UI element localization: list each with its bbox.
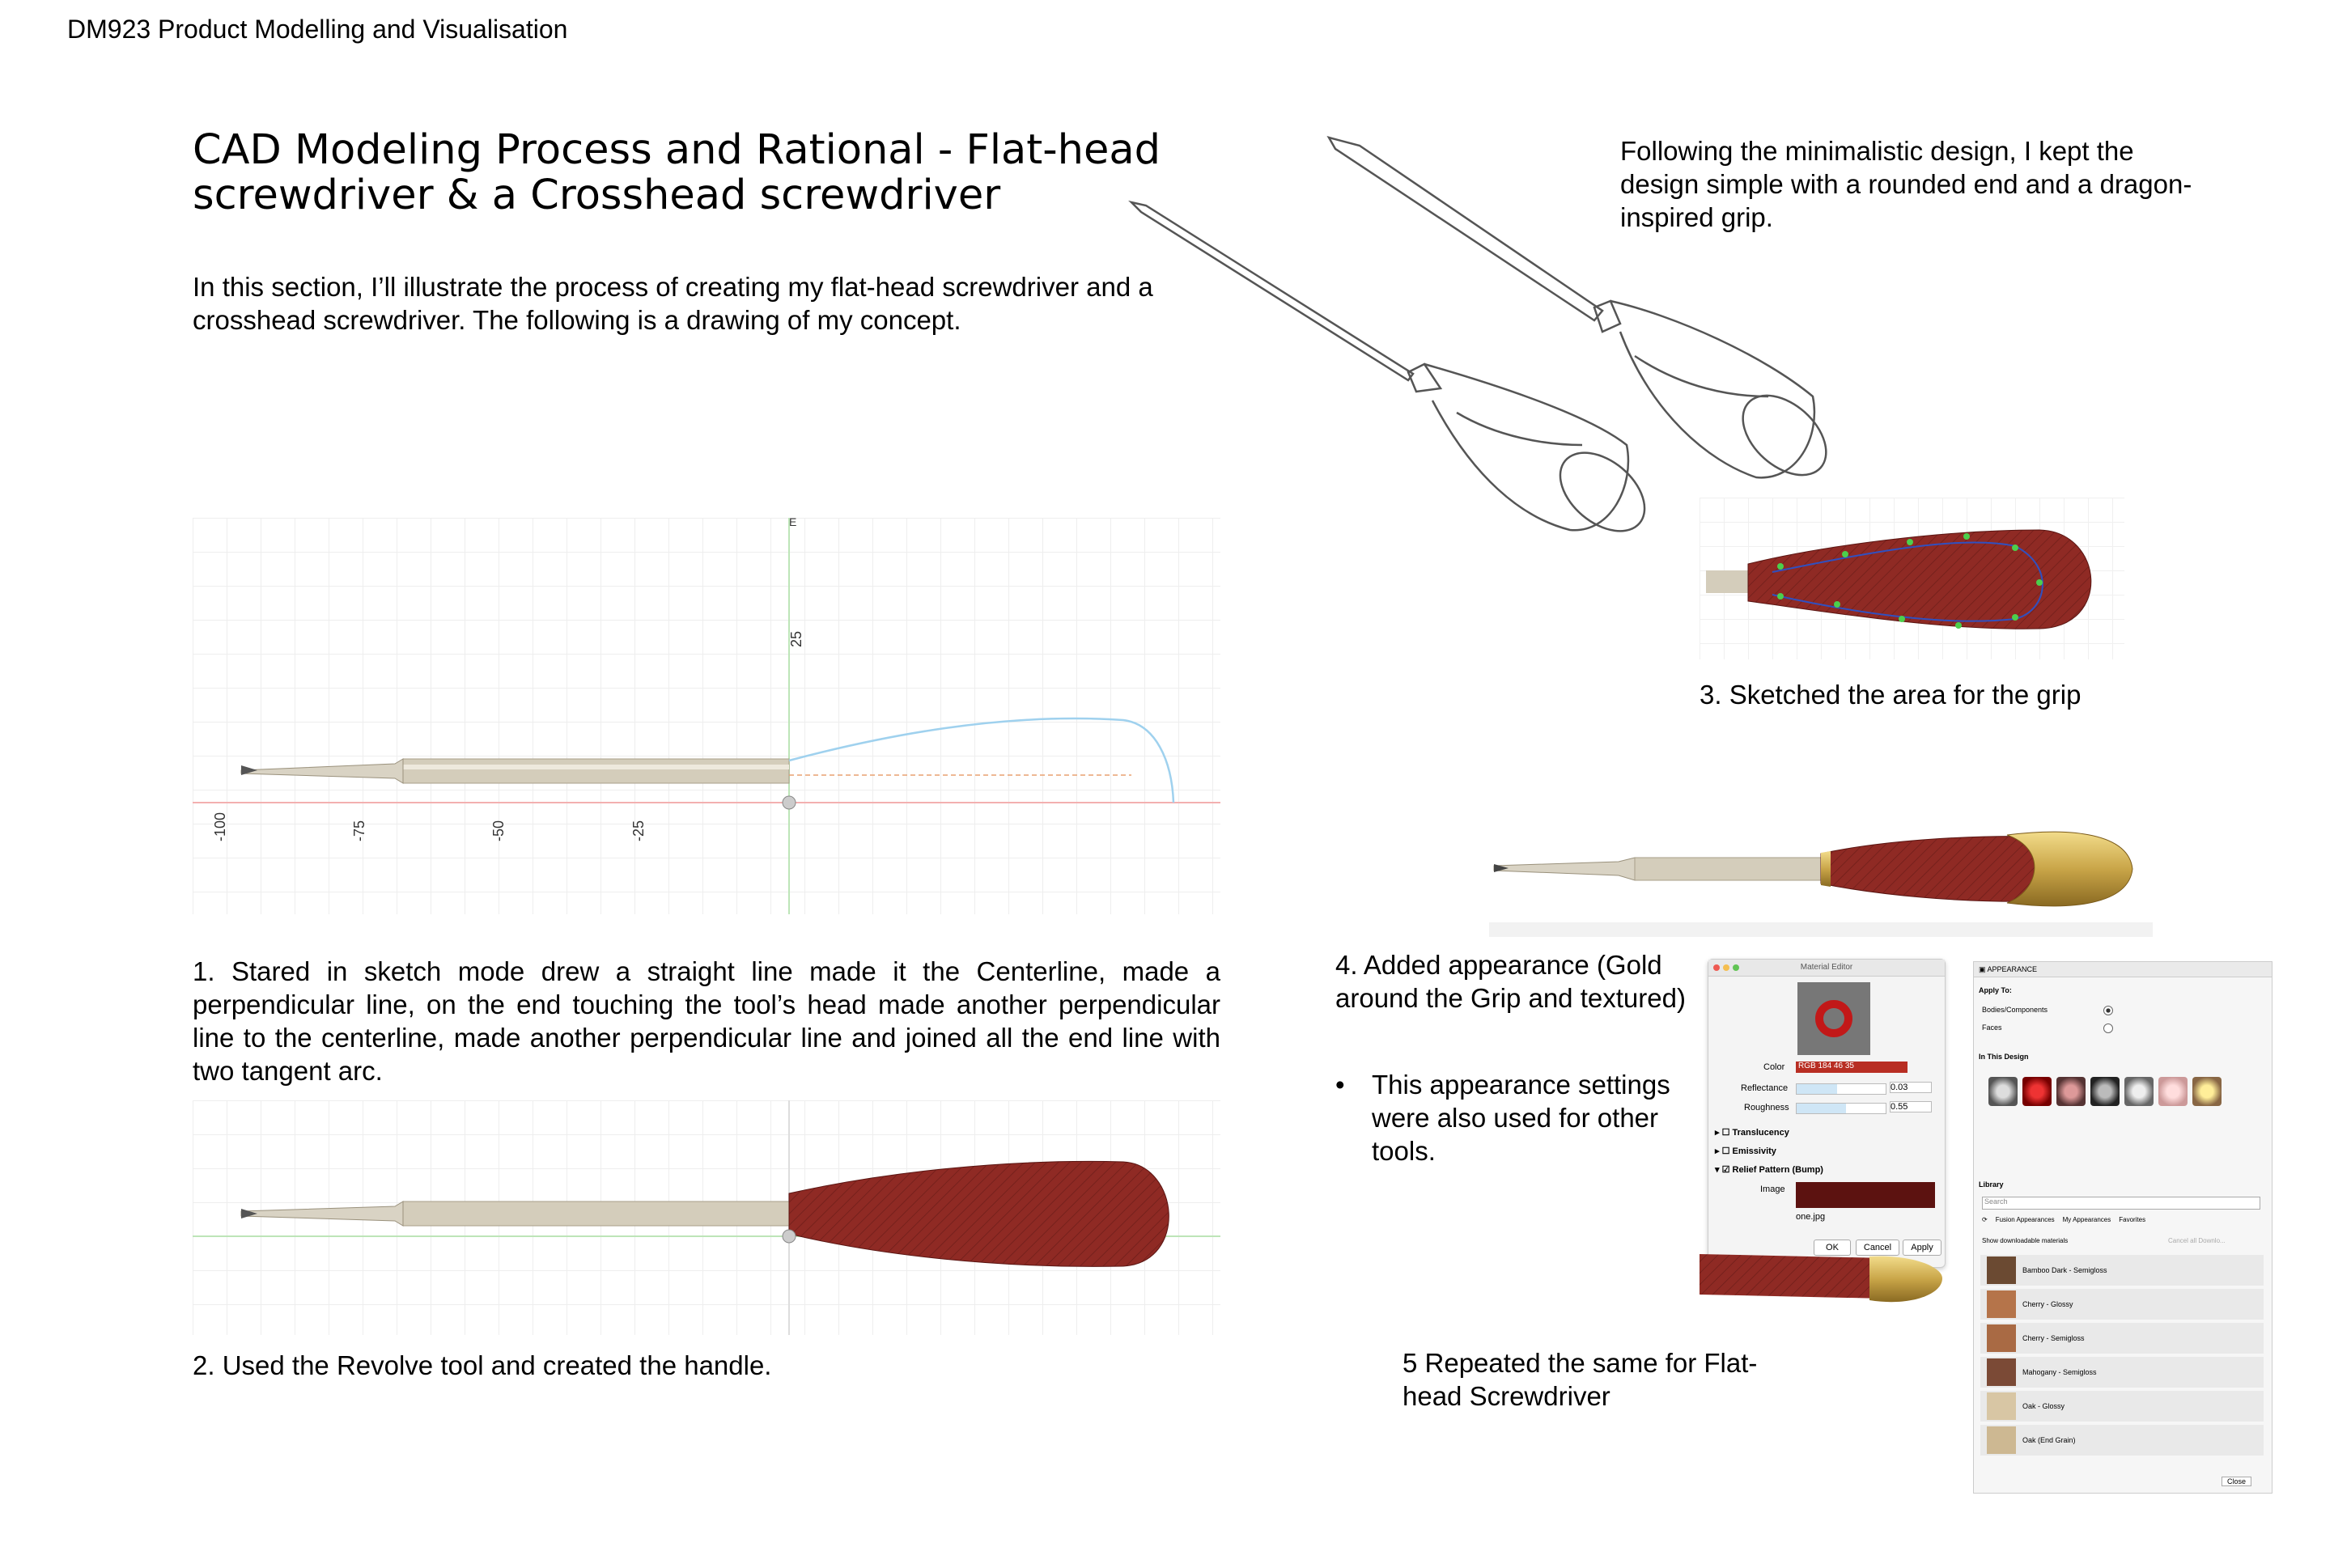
document-header: DM923 Product Modelling and Visualisation: [67, 15, 568, 44]
swatch-red-icon[interactable]: [2022, 1077, 2052, 1106]
grip-sketch-image: [1700, 498, 2124, 659]
appearance-title: APPEARANCE: [1987, 965, 2038, 973]
color-label: Color: [1763, 1062, 1785, 1072]
rendered-crosshead-screwdriver: [1489, 817, 2153, 939]
faces-option-label: Faces: [1982, 1023, 2002, 1032]
cancel-downloads-link[interactable]: Cancel all Downlo...: [2168, 1237, 2226, 1244]
axis-tick-minus75: -75: [351, 820, 367, 841]
swatch-pink-icon[interactable]: [2158, 1077, 2188, 1106]
axis-tick-minus100: -100: [212, 812, 228, 841]
show-downloadable-label[interactable]: Show downloadable materials: [1982, 1237, 2069, 1244]
emissivity-section[interactable]: ▸ ☐ Emissivity: [1715, 1146, 1776, 1156]
axis-top-label: E: [789, 518, 797, 528]
refresh-icon[interactable]: ⟳: [1982, 1216, 1988, 1223]
step-4-bullet: • This appearance settings were also used for other tools.: [1335, 1070, 1670, 1166]
relief-section[interactable]: ▾ ☑ Relief Pattern (Bump): [1715, 1165, 1823, 1175]
ok-button[interactable]: OK: [1814, 1240, 1851, 1256]
list-item[interactable]: Cherry - Glossy: [1980, 1289, 2264, 1320]
list-item[interactable]: Bamboo Dark - Semigloss: [1980, 1255, 2264, 1286]
design-appearance-swatches: [1988, 1077, 2222, 1106]
swatch-steel-icon[interactable]: [2124, 1077, 2154, 1106]
tab-my-appearances[interactable]: My Appearances: [2062, 1216, 2111, 1223]
close-button[interactable]: Close: [2222, 1477, 2251, 1486]
rendered-handle-crop: [1700, 1250, 1942, 1315]
list-item[interactable]: Oak - Glossy: [1980, 1391, 2264, 1422]
list-item[interactable]: Cherry - Semigloss: [1980, 1323, 2264, 1354]
axis-tick-minus25: -25: [630, 820, 647, 841]
image-filename: one.jpg: [1796, 1212, 1826, 1222]
color-swatch[interactable]: RGB 184 46 35: [1796, 1062, 1908, 1073]
in-design-label: In This Design: [1979, 1053, 2029, 1061]
design-rationale: Following the minimalistic design, I kept the design simple with a rounded end and a dragon-inspired grip.: [1620, 136, 2192, 232]
swatch-copper-icon[interactable]: [2056, 1077, 2086, 1106]
material-list: [1980, 1255, 2264, 1459]
tab-fusion-appearances[interactable]: Fusion Appearances: [1995, 1216, 2055, 1223]
sketch-mode-image: [193, 518, 1220, 914]
intro-paragraph: In this section, I’ll illustrate the process of creating my flat-head screwdriver and a crosshead screwdriver. The following is a drawing of my concept.: [193, 272, 1153, 335]
revolve-result-image: [193, 1100, 1220, 1335]
axis-tick-minus50: -50: [490, 820, 507, 841]
reflectance-value[interactable]: 0.03: [1890, 1082, 1932, 1093]
step-5-text: 5 Repeated the same for Flat-head Screwdriver: [1403, 1348, 1758, 1411]
step-1-text: 1. Stared in sketch mode drew a straight line made it the Centerline, made a perpendicular line, on the end touching the tool’s head made another perpendicular line to the centerline, made another perpendicular line and joined all the end line with two tangent arc.: [193, 956, 1220, 1086]
concept-sketch: [1117, 121, 1845, 558]
swatch-gold-icon[interactable]: [2192, 1077, 2222, 1106]
image-label: Image: [1760, 1184, 1785, 1194]
page-title: CAD Modeling Process and Rational - Flat-head screwdriver & a Crosshead screwdriver: [193, 126, 1161, 219]
step-2-text: 2. Used the Revolve tool and created the handle.: [193, 1350, 772, 1380]
cancel-button[interactable]: Cancel: [1856, 1240, 1899, 1256]
roughness-value[interactable]: 0.55: [1890, 1101, 1932, 1112]
tab-favorites[interactable]: Favorites: [2119, 1216, 2146, 1223]
material-editor-title: Material Editor: [1800, 963, 1853, 972]
roughness-slider[interactable]: [1796, 1103, 1886, 1114]
library-search-input[interactable]: Search: [1982, 1197, 2260, 1210]
reflectance-label: Reflectance: [1741, 1083, 1789, 1093]
list-item[interactable]: Mahogany - Semigloss: [1980, 1357, 2264, 1388]
apply-to-label: Apply To:: [1979, 986, 2012, 994]
swatch-dark-metal-icon[interactable]: [2090, 1077, 2120, 1106]
library-tabs: [1982, 1216, 2257, 1223]
swatch-chrome-icon[interactable]: [1988, 1077, 2018, 1106]
material-editor-window: [1708, 959, 1946, 1268]
material-preview: [1797, 982, 1870, 1055]
relief-image-thumbnail[interactable]: [1796, 1182, 1935, 1208]
translucency-section[interactable]: ▸ ☐ Translucency: [1715, 1128, 1789, 1138]
reflectance-slider[interactable]: [1796, 1083, 1886, 1095]
library-label: Library: [1979, 1180, 2004, 1189]
bodies-option-label: Bodies/Components: [1982, 1006, 2048, 1014]
apply-button[interactable]: Apply: [1903, 1240, 1941, 1256]
faces-radio[interactable]: [2103, 1023, 2113, 1033]
bodies-radio[interactable]: [2103, 1006, 2113, 1015]
list-item[interactable]: Oak (End Grain): [1980, 1425, 2264, 1456]
step-4-text: 4. Added appearance (Gold around the Grip and textured): [1335, 950, 1686, 1013]
step-3-text: 3. Sketched the area for the grip: [1700, 680, 2082, 710]
appearance-panel: ▣ APPEARANCE Apply To: Bodies/Components Faces In This Design Library Search ⟳ Fusion Appearances My Appearances Favorites Show downloadable materials Cancel all Downlo... Bamboo Dark - Semigloss Cherry - Glossy Cherry - Semigloss Mahogany - Semigloss Oak - Glossy Oak (End Grain) Close: [1973, 961, 2272, 1494]
axis-tick-25: 25: [788, 630, 804, 647]
roughness-label: Roughness: [1744, 1103, 1789, 1112]
